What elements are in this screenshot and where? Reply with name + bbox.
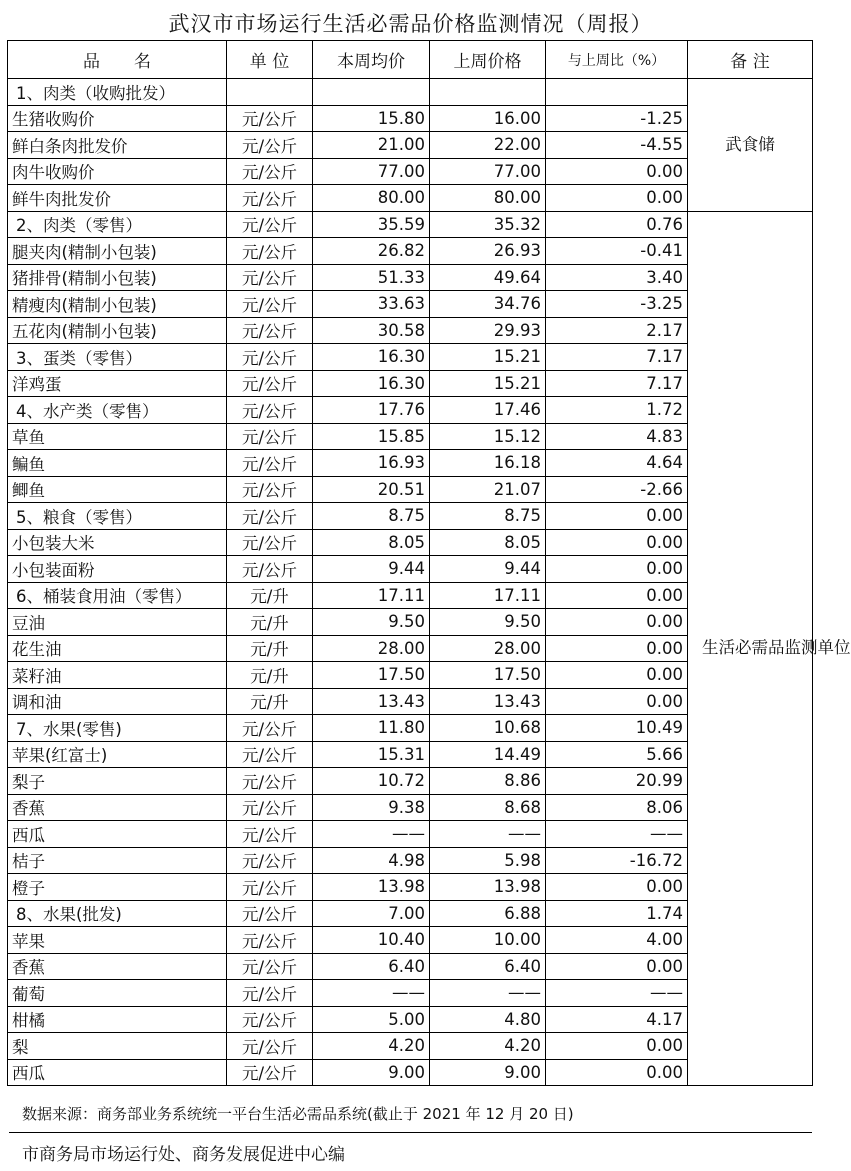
previous-price: 16.00 xyxy=(430,105,546,132)
item-unit: 元/公斤 xyxy=(227,503,313,530)
previous-price: 77.00 xyxy=(430,158,546,185)
current-price: 51.33 xyxy=(313,264,430,291)
item-name: 五花肉(精制小包装) xyxy=(8,317,227,344)
percent-change: 0.00 xyxy=(546,1059,688,1086)
item-unit: 元/公斤 xyxy=(227,476,313,503)
current-price xyxy=(313,79,430,106)
item-unit: 元/公斤 xyxy=(227,397,313,424)
current-price: 9.00 xyxy=(313,1059,430,1086)
percent-change: 0.00 xyxy=(546,582,688,609)
percent-change: 4.64 xyxy=(546,450,688,477)
previous-price: 13.98 xyxy=(430,874,546,901)
percent-change: 5.66 xyxy=(546,741,688,768)
previous-price: —— xyxy=(430,980,546,1007)
current-price: —— xyxy=(313,821,430,848)
item-name: 苹果 xyxy=(8,927,227,954)
current-price: 16.93 xyxy=(313,450,430,477)
current-price: 8.05 xyxy=(313,529,430,556)
percent-change: 0.00 xyxy=(546,635,688,662)
item-unit: 元/公斤 xyxy=(227,238,313,265)
header-notes: 备 注 xyxy=(688,41,813,79)
current-price: 17.76 xyxy=(313,397,430,424)
percent-change: 8.06 xyxy=(546,794,688,821)
previous-price: 6.40 xyxy=(430,953,546,980)
item-name: 西瓜 xyxy=(8,821,227,848)
note-cell: 武食储 xyxy=(688,79,813,212)
item-unit: 元/升 xyxy=(227,635,313,662)
percent-change: 0.00 xyxy=(546,503,688,530)
percent-change: 0.00 xyxy=(546,609,688,636)
current-price: —— xyxy=(313,980,430,1007)
report-title: 武汉市市场运行生活必需品价格监测情况（周报） xyxy=(168,12,653,36)
item-name: 鲫鱼 xyxy=(8,476,227,503)
previous-price: 6.88 xyxy=(430,900,546,927)
item-unit: 元/公斤 xyxy=(227,715,313,742)
current-price: 30.58 xyxy=(313,317,430,344)
item-name: 4、水产类（零售） xyxy=(8,397,227,424)
item-unit: 元/公斤 xyxy=(227,317,313,344)
item-unit: 元/公斤 xyxy=(227,927,313,954)
category-row xyxy=(8,79,813,106)
previous-price: 8.75 xyxy=(430,503,546,530)
editor-credit: 市商务局市场运行处、商务发展促进中心编 xyxy=(22,1145,345,1165)
price-table xyxy=(7,40,851,1086)
item-name: 葡萄 xyxy=(8,980,227,1007)
data-source-note: 数据来源：商务部业务系统统一平台生活必需品系统(截止于 2021 年 12 月 20 日) xyxy=(22,1105,574,1123)
previous-price: 10.00 xyxy=(430,927,546,954)
item-unit: 元/公斤 xyxy=(227,847,313,874)
previous-price: 34.76 xyxy=(430,291,546,318)
item-unit: 元/公斤 xyxy=(227,158,313,185)
item-name: 柑橘 xyxy=(8,1006,227,1033)
item-name: 1、肉类（收购批发） xyxy=(8,79,227,106)
current-price: 7.00 xyxy=(313,900,430,927)
item-unit: 元/升 xyxy=(227,582,313,609)
item-unit: 元/公斤 xyxy=(227,370,313,397)
footer-divider xyxy=(9,1132,812,1133)
percent-change: 4.17 xyxy=(546,1006,688,1033)
previous-price: 17.50 xyxy=(430,662,546,689)
item-unit: 元/公斤 xyxy=(227,291,313,318)
current-price: 8.75 xyxy=(313,503,430,530)
previous-price: 35.32 xyxy=(430,211,546,238)
current-price: 15.85 xyxy=(313,423,430,450)
current-price: 11.80 xyxy=(313,715,430,742)
previous-price: 15.12 xyxy=(430,423,546,450)
percent-change: 4.00 xyxy=(546,927,688,954)
previous-price: 17.46 xyxy=(430,397,546,424)
item-unit: 元/公斤 xyxy=(227,768,313,795)
percent-change: 0.00 xyxy=(546,556,688,583)
percent-change: 0.00 xyxy=(546,185,688,212)
note-cell: 生活必需品监测单位 xyxy=(688,211,813,1086)
current-price: 15.80 xyxy=(313,105,430,132)
previous-price: 9.44 xyxy=(430,556,546,583)
item-unit: 元/公斤 xyxy=(227,105,313,132)
item-name: 西瓜 xyxy=(8,1059,227,1086)
item-unit: 元/公斤 xyxy=(227,821,313,848)
item-unit: 元/公斤 xyxy=(227,794,313,821)
previous-price: 10.68 xyxy=(430,715,546,742)
percent-change: 0.00 xyxy=(546,1033,688,1060)
current-price: 16.30 xyxy=(313,370,430,397)
percent-change: 0.00 xyxy=(546,953,688,980)
previous-price: 8.68 xyxy=(430,794,546,821)
percent-change: -16.72 xyxy=(546,847,688,874)
item-unit: 元/公斤 xyxy=(227,556,313,583)
item-name: 2、肉类（零售） xyxy=(8,211,227,238)
item-unit: 元/公斤 xyxy=(227,953,313,980)
current-price: 17.50 xyxy=(313,662,430,689)
item-name: 小包装大米 xyxy=(8,529,227,556)
current-price: 9.38 xyxy=(313,794,430,821)
current-price: 26.82 xyxy=(313,238,430,265)
percent-change: 0.00 xyxy=(546,662,688,689)
header-unit: 单 位 xyxy=(227,41,313,79)
item-name: 香蕉 xyxy=(8,794,227,821)
table-header-row xyxy=(8,41,813,79)
previous-price: 49.64 xyxy=(430,264,546,291)
current-price: 21.00 xyxy=(313,132,430,159)
current-price: 77.00 xyxy=(313,158,430,185)
percent-change: 3.40 xyxy=(546,264,688,291)
percent-change: -0.41 xyxy=(546,238,688,265)
current-price: 10.72 xyxy=(313,768,430,795)
previous-price: 13.43 xyxy=(430,688,546,715)
percent-change: —— xyxy=(546,821,688,848)
item-name: 腿夹肉(精制小包装) xyxy=(8,238,227,265)
previous-price: 9.00 xyxy=(430,1059,546,1086)
current-price: 80.00 xyxy=(313,185,430,212)
previous-price: —— xyxy=(430,821,546,848)
current-price: 33.63 xyxy=(313,291,430,318)
previous-price: 5.98 xyxy=(430,847,546,874)
percent-change: 0.00 xyxy=(546,874,688,901)
percent-change: 2.17 xyxy=(546,317,688,344)
item-unit: 元/公斤 xyxy=(227,423,313,450)
item-name: 8、水果(批发) xyxy=(8,900,227,927)
current-price: 9.50 xyxy=(313,609,430,636)
item-name: 肉牛收购价 xyxy=(8,158,227,185)
item-name: 桔子 xyxy=(8,847,227,874)
item-name: 3、蛋类（零售） xyxy=(8,344,227,371)
header-name: 品 名 xyxy=(8,41,227,79)
item-unit: 元/公斤 xyxy=(227,211,313,238)
previous-price: 28.00 xyxy=(430,635,546,662)
current-price: 9.44 xyxy=(313,556,430,583)
current-price: 13.98 xyxy=(313,874,430,901)
item-unit: 元/升 xyxy=(227,662,313,689)
percent-change: 0.00 xyxy=(546,529,688,556)
previous-price: 14.49 xyxy=(430,741,546,768)
item-name: 梨 xyxy=(8,1033,227,1060)
percent-change: 7.17 xyxy=(546,344,688,371)
item-unit: 元/公斤 xyxy=(227,132,313,159)
current-price: 6.40 xyxy=(313,953,430,980)
current-price: 5.00 xyxy=(313,1006,430,1033)
item-name: 洋鸡蛋 xyxy=(8,370,227,397)
current-price: 20.51 xyxy=(313,476,430,503)
item-unit: 元/公斤 xyxy=(227,980,313,1007)
item-unit: 元/公斤 xyxy=(227,344,313,371)
percent-change: 0.00 xyxy=(546,688,688,715)
item-unit: 元/升 xyxy=(227,609,313,636)
percent-change: 10.49 xyxy=(546,715,688,742)
item-name: 鲜白条肉批发价 xyxy=(8,132,227,159)
item-name: 调和油 xyxy=(8,688,227,715)
previous-price: 80.00 xyxy=(430,185,546,212)
item-name: 豆油 xyxy=(8,609,227,636)
header-percent-change: 与上周比（%） xyxy=(546,41,688,79)
item-name: 草鱼 xyxy=(8,423,227,450)
item-unit: 元/公斤 xyxy=(227,529,313,556)
item-name: 精瘦肉(精制小包装) xyxy=(8,291,227,318)
percent-change: 0.76 xyxy=(546,211,688,238)
item-name: 鲜牛肉批发价 xyxy=(8,185,227,212)
previous-price: 16.18 xyxy=(430,450,546,477)
percent-change: 7.17 xyxy=(546,370,688,397)
item-unit: 元/公斤 xyxy=(227,874,313,901)
current-price: 10.40 xyxy=(313,927,430,954)
item-unit: 元/公斤 xyxy=(227,185,313,212)
item-name: 香蕉 xyxy=(8,953,227,980)
item-unit: 元/公斤 xyxy=(227,1059,313,1086)
item-name: 橙子 xyxy=(8,874,227,901)
item-name: 猪排骨(精制小包装) xyxy=(8,264,227,291)
percent-change xyxy=(546,79,688,106)
item-name: 鳊鱼 xyxy=(8,450,227,477)
current-price: 16.30 xyxy=(313,344,430,371)
category-row xyxy=(8,211,813,238)
percent-change: —— xyxy=(546,980,688,1007)
percent-change: 1.72 xyxy=(546,397,688,424)
item-name: 小包装面粉 xyxy=(8,556,227,583)
previous-price: 4.20 xyxy=(430,1033,546,1060)
percent-change: 1.74 xyxy=(546,900,688,927)
current-price: 15.31 xyxy=(313,741,430,768)
previous-price xyxy=(430,79,546,106)
item-unit: 元/公斤 xyxy=(227,1006,313,1033)
previous-price: 15.21 xyxy=(430,370,546,397)
item-name: 花生油 xyxy=(8,635,227,662)
item-name: 苹果(红富士) xyxy=(8,741,227,768)
item-name: 7、水果(零售) xyxy=(8,715,227,742)
percent-change: -3.25 xyxy=(546,291,688,318)
previous-price: 26.93 xyxy=(430,238,546,265)
current-price: 13.43 xyxy=(313,688,430,715)
item-unit: 元/公斤 xyxy=(227,264,313,291)
previous-price: 29.93 xyxy=(430,317,546,344)
item-unit: 元/公斤 xyxy=(227,900,313,927)
current-price: 35.59 xyxy=(313,211,430,238)
item-unit: 元/公斤 xyxy=(227,741,313,768)
item-unit: 元/公斤 xyxy=(227,1033,313,1060)
item-name: 梨子 xyxy=(8,768,227,795)
percent-change: -1.25 xyxy=(546,105,688,132)
item-name: 菜籽油 xyxy=(8,662,227,689)
previous-price: 17.11 xyxy=(430,582,546,609)
item-name: 6、桶装食用油（零售） xyxy=(8,582,227,609)
previous-price: 8.05 xyxy=(430,529,546,556)
current-price: 17.11 xyxy=(313,582,430,609)
previous-price: 8.86 xyxy=(430,768,546,795)
header-previous-price: 上周价格 xyxy=(430,41,546,79)
item-unit: 元/升 xyxy=(227,688,313,715)
previous-price: 22.00 xyxy=(430,132,546,159)
percent-change: 20.99 xyxy=(546,768,688,795)
current-price: 4.98 xyxy=(313,847,430,874)
percent-change: 0.00 xyxy=(546,158,688,185)
percent-change: -2.66 xyxy=(546,476,688,503)
current-price: 28.00 xyxy=(313,635,430,662)
current-price: 4.20 xyxy=(313,1033,430,1060)
percent-change: -4.55 xyxy=(546,132,688,159)
previous-price: 4.80 xyxy=(430,1006,546,1033)
item-unit: 元/公斤 xyxy=(227,450,313,477)
item-name: 5、粮食（零售） xyxy=(8,503,227,530)
percent-change: 4.83 xyxy=(546,423,688,450)
previous-price: 9.50 xyxy=(430,609,546,636)
item-unit xyxy=(227,79,313,106)
previous-price: 15.21 xyxy=(430,344,546,371)
header-current-price: 本周均价 xyxy=(313,41,430,79)
previous-price: 21.07 xyxy=(430,476,546,503)
item-name: 生猪收购价 xyxy=(8,105,227,132)
